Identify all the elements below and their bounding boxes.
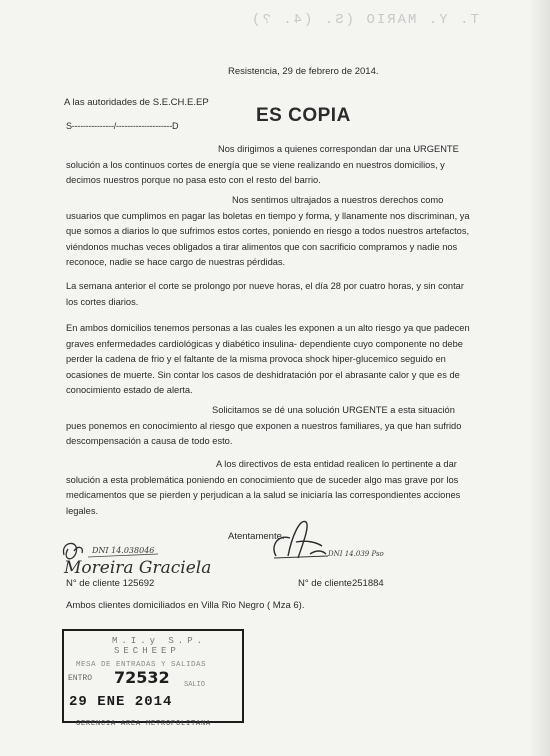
date-line: Resistencia, 29 de febrero de 2014. bbox=[228, 66, 379, 77]
stamp-ministry: M.I.y S.P. bbox=[112, 636, 207, 646]
paragraph-2: Nos sentimos ultrajados a nuestros derechos como usuarios que cumplimos en pagar las boletas en tiempo y forma, y llanamente nos discriminan, ya que somos a diarios lo que sufrimos estos cortes, poniendo en riesgo a todos nuestros artefactos, viéndonos muchas veces obligados a tirar alimentos que con sacrificio compramos y nadie nos reconoce, nadie se hace cargo de nuestras pérdidas. bbox=[66, 195, 470, 268]
stamp-date: 29 ENE 2014 bbox=[69, 694, 173, 710]
stamp-entrada-label: ENTRO bbox=[68, 674, 93, 683]
stamp-caption: GERENCIA AREA METROPOLITANA bbox=[76, 720, 212, 728]
signature-left bbox=[58, 535, 238, 581]
signature-right bbox=[266, 516, 386, 566]
signature-left-note: DNI 14.038046 bbox=[92, 546, 155, 555]
salutation-line: S---------------/--------------------D bbox=[66, 121, 179, 131]
page-edge-shadow bbox=[528, 0, 550, 756]
stamp-office: MESA DE ENTRADAS Y SALIDAS bbox=[76, 661, 207, 669]
received-stamp bbox=[62, 629, 244, 723]
stamp-company: SECHEEP bbox=[114, 646, 180, 656]
stamp-entry-number: 72532 bbox=[114, 668, 170, 687]
client-number-2: N° de cliente251884 bbox=[298, 578, 384, 589]
addressee-line: A las autoridades de S.E.CH.E.EP bbox=[64, 97, 209, 108]
es-copia-stamp: ES COPIA bbox=[256, 105, 351, 126]
paragraph-1: Nos dirigimos a quienes correspondan dar una URGENTE solución a los continuos cortes de energía que se viene realizando en nuestros domicilios, y decimos nuestros porque no pasa esto con el resto del barrio. bbox=[66, 144, 459, 186]
signature-right-note: DNI 14.039 Pso bbox=[328, 550, 384, 558]
bleed-through-text: T. Y. MARIO (S. (4. ?) bbox=[250, 12, 479, 28]
footer-line: Ambos clientes domiciliados en Villa Rio Negro ( Mza 6). bbox=[66, 600, 305, 611]
client-number-1: N° de cliente 125692 bbox=[66, 578, 155, 589]
paragraph-4: En ambos domicilios tenemos personas a las cuales les exponen a un alto riesgo ya que padecen graves enfermedades cardiológicas y diabético insulina- dependiente cuyo componente no debe perder la cadena de frio y el faltante de la misma provoca shock hiper-glucemico seguido en ocasiones de muerte. Sin contar los casos de deshidratación por el abrasante calor y que es de conocimiento estado de alerta. bbox=[66, 323, 470, 396]
closing-line: Atentamente. bbox=[228, 531, 285, 542]
signature-left-name: Moreira Graciela bbox=[64, 558, 212, 578]
paragraph-6: A los directivos de esta entidad realicen lo pertinente a dar solución a esta problemática poniendo en conocimiento que de suceder algo mas grave por los medicamentos que se pierden y perjudican a la salud se iniciaría las correspondientes acciones legales. bbox=[66, 459, 461, 516]
paragraph-5: Solicitamos se dé una solución URGENTE a esta situación pues ponemos en conocimiento al riesgo que exponen a nuestros familiares, ya que han sufrido descompensación a causa de todo esto. bbox=[66, 405, 462, 447]
paragraph-3: La semana anterior el corte se prolongo por nueve horas, el día 28 por cuatro horas, y sin contar los cortes diarios. bbox=[66, 281, 464, 307]
stamp-salio-label: SALIO bbox=[184, 681, 206, 689]
